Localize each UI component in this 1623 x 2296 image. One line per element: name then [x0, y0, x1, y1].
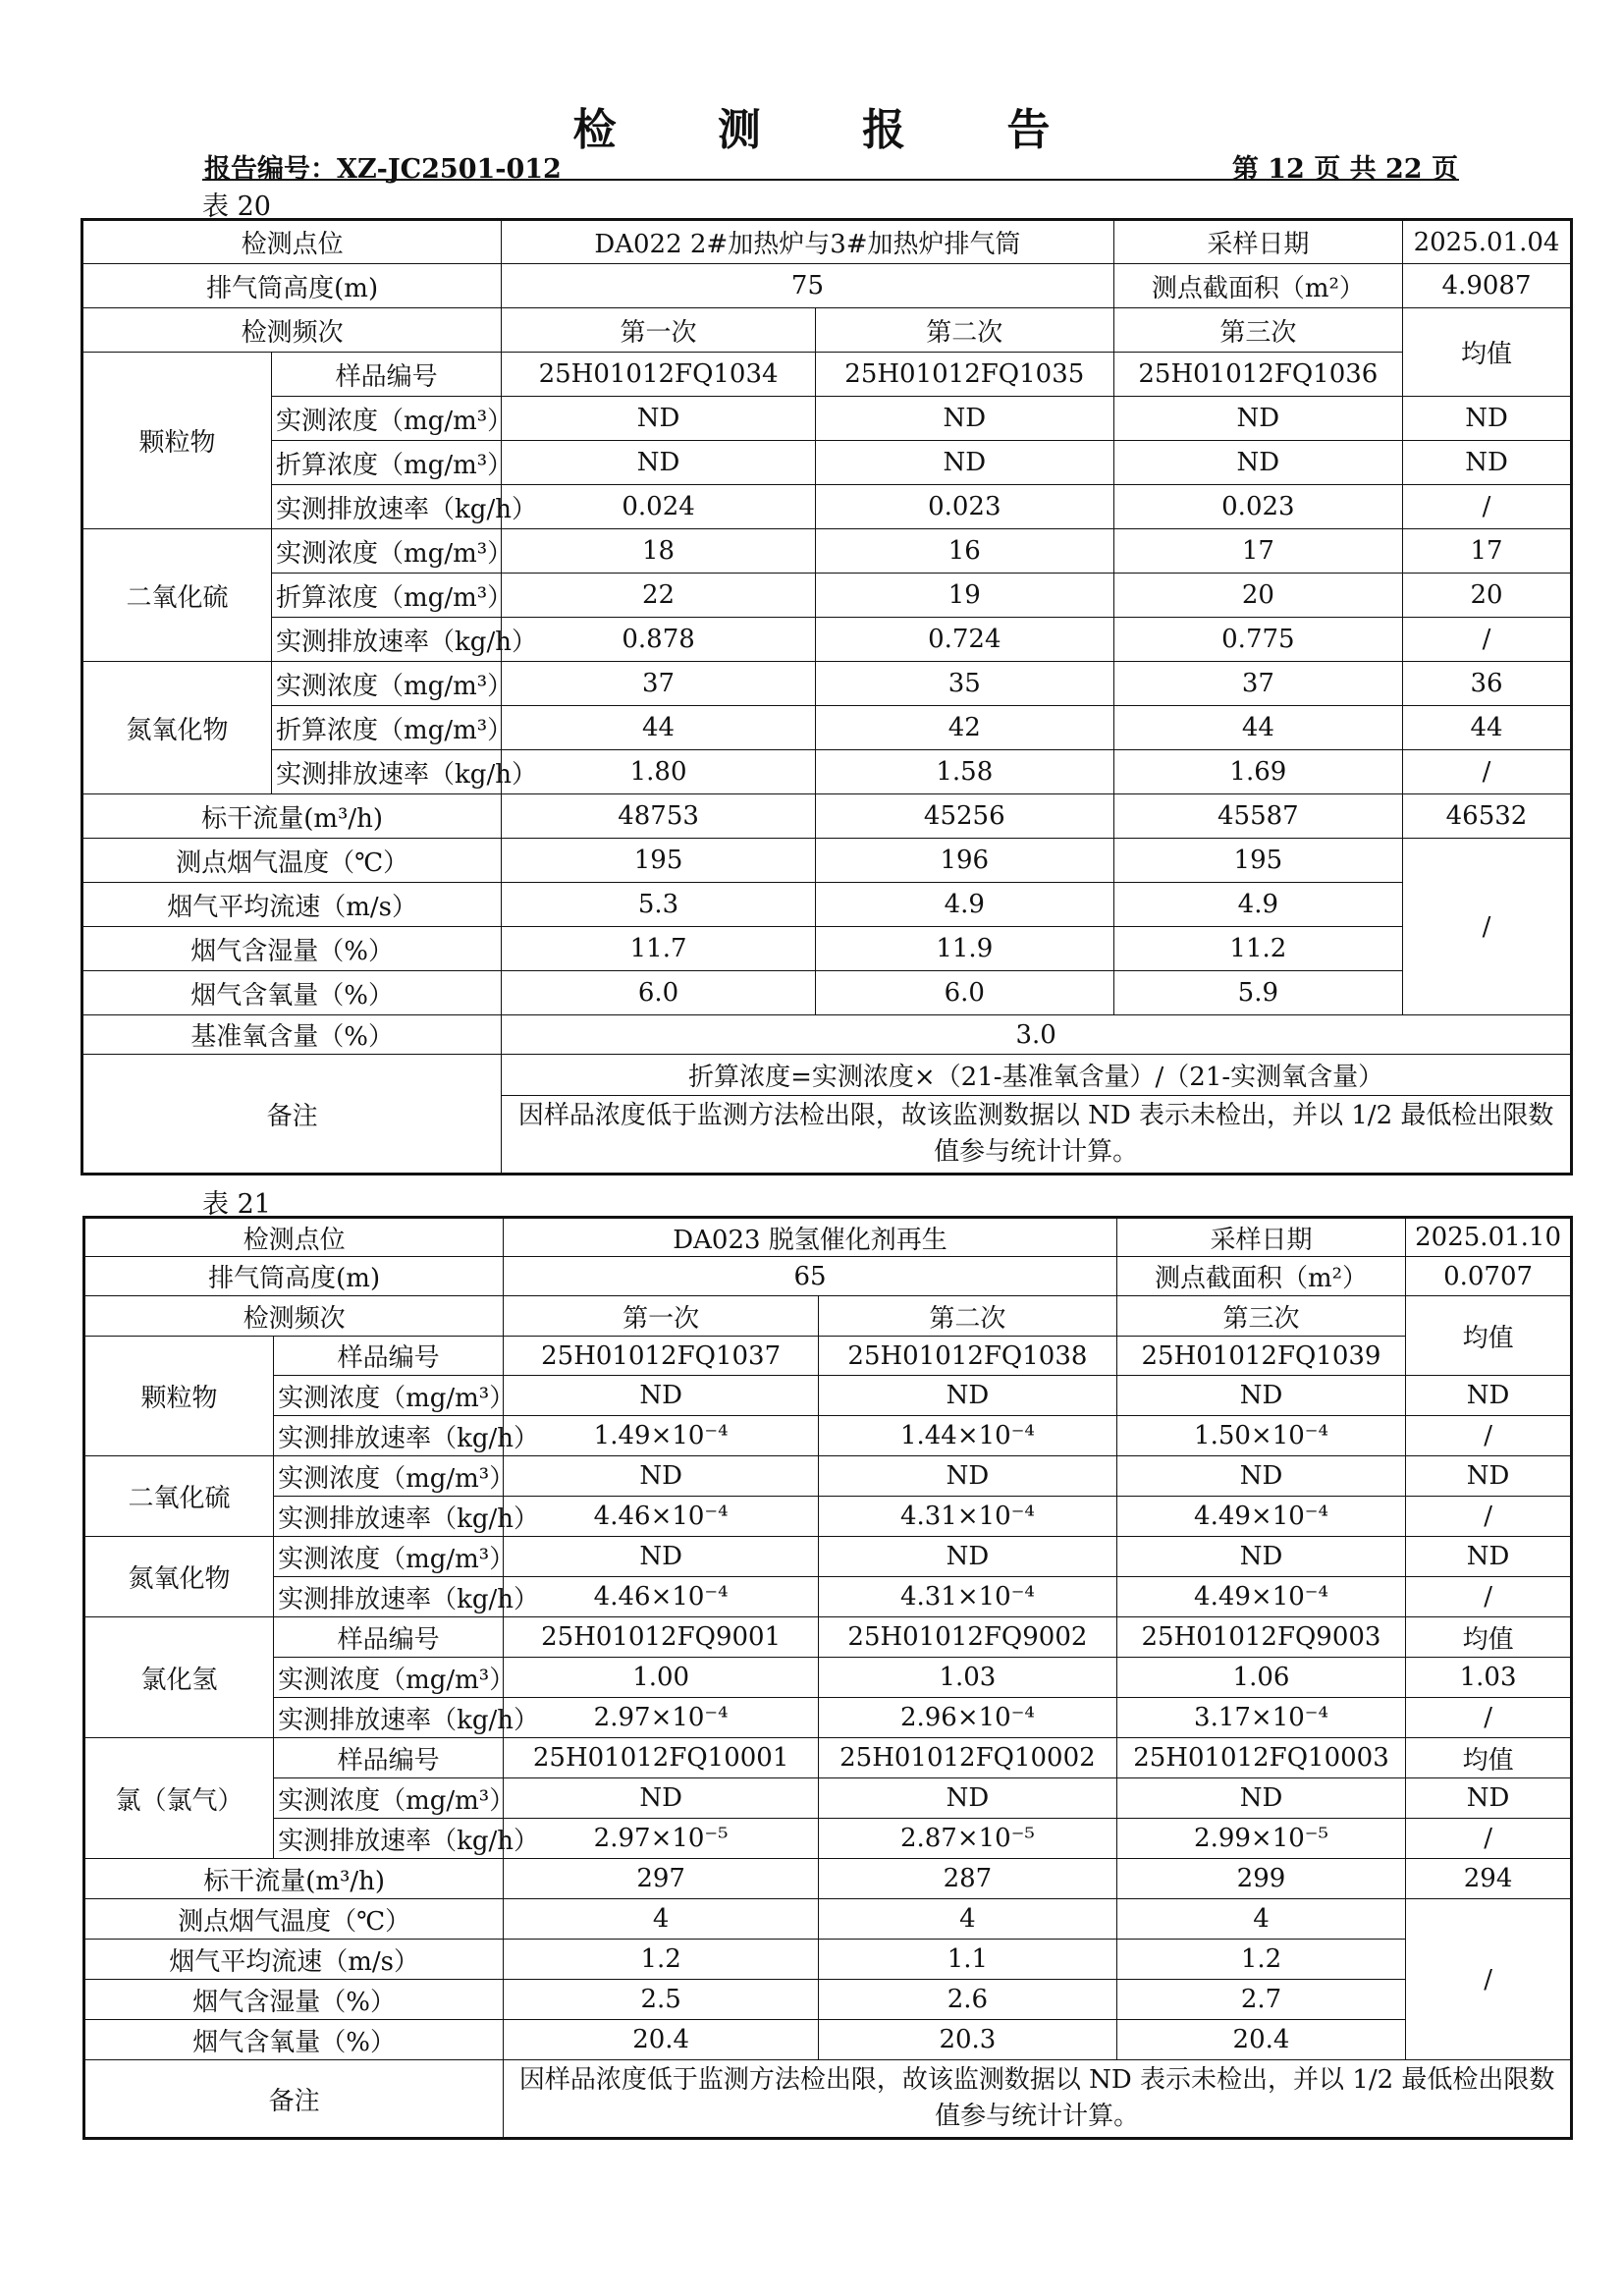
date-header: 采样日期 [1116, 1218, 1405, 1257]
table-row [84, 1980, 1572, 2020]
cell: ND [1113, 441, 1402, 485]
rate-label: 实测排放速率（kg/h） [272, 485, 502, 529]
cell: 4.31×10⁻⁴ [818, 1577, 1116, 1617]
cell: 4.49×10⁻⁴ [1116, 1497, 1405, 1537]
cell: 18 [502, 529, 816, 574]
cell: 1.58 [815, 750, 1113, 794]
table-row [84, 1577, 1572, 1617]
nox-label: 氮氧化物 [82, 662, 272, 794]
cell: ND [1113, 397, 1402, 441]
cell: 5.9 [1113, 971, 1402, 1015]
cell: 25H01012FQ10003 [1116, 1738, 1405, 1778]
cell: 2.99×10⁻⁵ [1116, 1819, 1405, 1859]
cell: 11.9 [815, 927, 1113, 971]
pm-label: 颗粒物 [84, 1337, 274, 1456]
date-value: 2025.01.10 [1406, 1218, 1572, 1257]
cell: 1.2 [1116, 1940, 1405, 1980]
converted-label: 折算浓度（mg/m³） [272, 574, 502, 618]
cell: 均值 [1406, 1738, 1572, 1778]
cell: ND [1406, 1537, 1572, 1577]
measured-label: 实测浓度（mg/m³） [274, 1456, 504, 1497]
table-row [82, 618, 1572, 662]
temp-label: 测点烟气温度（℃） [82, 839, 502, 883]
cell: 1.03 [1406, 1658, 1572, 1698]
table-row [84, 2060, 1572, 2139]
cell: 0.024 [502, 485, 816, 529]
cell: 299 [1116, 1859, 1405, 1899]
table-row [82, 1055, 1572, 1096]
base-oxygen-label: 基准氧含量（%） [82, 1015, 502, 1055]
pm-label: 颗粒物 [82, 353, 272, 529]
cell: ND [818, 1537, 1116, 1577]
cell: 25H01012FQ1034 [502, 353, 816, 397]
table-row [82, 485, 1572, 529]
cell: 1.06 [1116, 1658, 1405, 1698]
remark-formula: 折算浓度=实测浓度×（21-基准氧含量）/（21-实测氧含量） [502, 1055, 1572, 1096]
col-2-header: 第二次 [815, 308, 1113, 353]
cell: 3.17×10⁻⁴ [1116, 1698, 1405, 1738]
cell: 196 [815, 839, 1113, 883]
table-row [82, 441, 1572, 485]
rate-label: 实测排放速率（kg/h） [272, 618, 502, 662]
cell: 4.49×10⁻⁴ [1116, 1577, 1405, 1617]
table-row [84, 1337, 1572, 1376]
cell: ND [818, 1778, 1116, 1819]
rate-label: 实测排放速率（kg/h） [274, 1497, 504, 1537]
table-row [84, 1296, 1572, 1337]
cell: 17 [1113, 529, 1402, 574]
col-3-header: 第三次 [1113, 308, 1402, 353]
cell: ND [504, 1778, 819, 1819]
cell: ND [504, 1456, 819, 1497]
cell: 1.50×10⁻⁴ [1116, 1416, 1405, 1456]
cell: ND [1116, 1537, 1405, 1577]
cell: 17 [1403, 529, 1572, 574]
cell: 294 [1406, 1859, 1572, 1899]
flow-label: 标干流量(m³/h) [84, 1859, 504, 1899]
cell: ND [1406, 1456, 1572, 1497]
cell: 2.96×10⁻⁴ [818, 1698, 1116, 1738]
cell: 45256 [815, 794, 1113, 839]
cl2-label: 氯（氯气） [84, 1738, 274, 1859]
cell: 4.9 [1113, 883, 1402, 927]
height-header: 排气筒高度(m) [82, 264, 502, 308]
remark-label: 备注 [84, 2060, 504, 2139]
table-row [84, 1899, 1572, 1940]
flow-label: 标干流量(m³/h) [82, 794, 502, 839]
table-row [82, 927, 1572, 971]
rate-label: 实测排放速率（kg/h） [274, 1416, 504, 1456]
table-row [82, 353, 1572, 397]
date-value: 2025.01.04 [1403, 220, 1572, 264]
date-header: 采样日期 [1113, 220, 1402, 264]
cell: 42 [815, 706, 1113, 750]
table-21-label: 表 21 [202, 1189, 271, 1220]
cell: 均值 [1406, 1617, 1572, 1658]
cell: 35 [815, 662, 1113, 706]
cell: 48753 [502, 794, 816, 839]
cell: 19 [815, 574, 1113, 618]
cell: 1.00 [504, 1658, 819, 1698]
cell: 20 [1113, 574, 1402, 618]
col-1-header: 第一次 [502, 308, 816, 353]
table-row [82, 220, 1572, 264]
avg-header: 均值 [1406, 1296, 1572, 1376]
cell: 20.4 [504, 2020, 819, 2060]
cell: 6.0 [502, 971, 816, 1015]
base-oxygen-value: 3.0 [502, 1015, 1572, 1055]
cell: ND [1403, 397, 1572, 441]
cell: 11.7 [502, 927, 816, 971]
cell: 195 [502, 839, 816, 883]
table-row [84, 1819, 1572, 1859]
measured-label: 实测浓度（mg/m³） [272, 529, 502, 574]
cell: 1.1 [818, 1940, 1116, 1980]
point-header: 检测点位 [82, 220, 502, 264]
table-row [84, 1778, 1572, 1819]
measured-label: 实测浓度（mg/m³） [274, 1376, 504, 1416]
converted-label: 折算浓度（mg/m³） [272, 706, 502, 750]
converted-label: 折算浓度（mg/m³） [272, 441, 502, 485]
nox-label: 氮氧化物 [84, 1537, 274, 1617]
area-value: 4.9087 [1403, 264, 1572, 308]
cell: 1.80 [502, 750, 816, 794]
oxygen-label: 烟气含氧量（%） [84, 2020, 504, 2060]
cell: 4 [504, 1899, 819, 1940]
cell: 1.2 [504, 1940, 819, 1980]
cell: 25H01012FQ1037 [504, 1337, 819, 1376]
table-row [82, 264, 1572, 308]
cell: / [1406, 1899, 1572, 2060]
freq-header: 检测频次 [82, 308, 502, 353]
cell: 1.69 [1113, 750, 1402, 794]
col-3-header: 第三次 [1116, 1296, 1405, 1337]
cell: 36 [1403, 662, 1572, 706]
cell: 1.03 [818, 1658, 1116, 1698]
hcl-label: 氯化氢 [84, 1617, 274, 1738]
cell: 2.7 [1116, 1980, 1405, 2020]
table-row [84, 1257, 1572, 1296]
table-row [84, 1497, 1572, 1537]
cell: 2.97×10⁻⁴ [504, 1698, 819, 1738]
cell: 22 [502, 574, 816, 618]
cell: 1.49×10⁻⁴ [504, 1416, 819, 1456]
cell: ND [502, 441, 816, 485]
cell: 25H01012FQ1036 [1113, 353, 1402, 397]
cell: ND [1116, 1778, 1405, 1819]
cell: 287 [818, 1859, 1116, 1899]
cell: 20.3 [818, 2020, 1116, 2060]
table-row [84, 1698, 1572, 1738]
cell: 2.97×10⁻⁵ [504, 1819, 819, 1859]
cell: ND [1406, 1778, 1572, 1819]
table-row [84, 1738, 1572, 1778]
velocity-label: 烟气平均流速（m/s） [82, 883, 502, 927]
table-row [82, 397, 1572, 441]
cell: ND [504, 1537, 819, 1577]
table-row [82, 839, 1572, 883]
cell: 25H01012FQ9002 [818, 1617, 1116, 1658]
cell: 0.724 [815, 618, 1113, 662]
measured-label: 实测浓度（mg/m³） [274, 1537, 504, 1577]
remark-label: 备注 [82, 1055, 502, 1175]
cell: 2.5 [504, 1980, 819, 2020]
cell: 45587 [1113, 794, 1402, 839]
cell: 0.775 [1113, 618, 1402, 662]
cell: 4 [818, 1899, 1116, 1940]
cell: 16 [815, 529, 1113, 574]
table-row [82, 662, 1572, 706]
table-row [82, 308, 1572, 353]
cell: / [1406, 1497, 1572, 1537]
cell: 4 [1116, 1899, 1405, 1940]
cell: 37 [502, 662, 816, 706]
moisture-label: 烟气含湿量（%） [82, 927, 502, 971]
cell: / [1406, 1819, 1572, 1859]
area-header: 测点截面积（m²） [1113, 264, 1402, 308]
cell: 0.878 [502, 618, 816, 662]
cell: 4.9 [815, 883, 1113, 927]
cell: 4.46×10⁻⁴ [504, 1497, 819, 1537]
page-indicator: 第 12 页 共 22 页 [1231, 154, 1458, 185]
oxygen-label: 烟气含氧量（%） [82, 971, 502, 1015]
table-row [84, 1617, 1572, 1658]
sample-no-label: 样品编号 [272, 353, 502, 397]
table-row [82, 1015, 1572, 1055]
cell: / [1406, 1416, 1572, 1456]
measured-label: 实测浓度（mg/m³） [272, 397, 502, 441]
cell: ND [504, 1376, 819, 1416]
sample-no-label: 样品编号 [274, 1738, 504, 1778]
cell: ND [815, 397, 1113, 441]
so2-label: 二氧化硫 [82, 529, 272, 662]
measured-label: 实测浓度（mg/m³） [274, 1778, 504, 1819]
report-number: 报告编号：XZ-JC2501-012 [204, 154, 562, 185]
header-divider [202, 179, 1459, 181]
cell: / [1403, 839, 1572, 1015]
cell: ND [818, 1456, 1116, 1497]
point-value: DA023 脱氢催化剂再生 [504, 1218, 1117, 1257]
cell: 37 [1113, 662, 1402, 706]
table-row [84, 1218, 1572, 1257]
table-row [82, 971, 1572, 1015]
cell: ND [1116, 1456, 1405, 1497]
cell: / [1403, 750, 1572, 794]
cell: 44 [1113, 706, 1402, 750]
cell: 46532 [1403, 794, 1572, 839]
cell: ND [815, 441, 1113, 485]
table-row [84, 1456, 1572, 1497]
cell: 297 [504, 1859, 819, 1899]
cell: 0.023 [815, 485, 1113, 529]
cell: ND [1116, 1376, 1405, 1416]
remark-note: 因样品浓度低于监测方法检出限，故该监测数据以 ND 表示未检出，并以 1/2 最低检出限数值参与统计计算。 [502, 1096, 1572, 1175]
temp-label: 测点烟气温度（℃） [84, 1899, 504, 1940]
area-value: 0.0707 [1406, 1257, 1572, 1296]
measured-label: 实测浓度（mg/m³） [274, 1658, 504, 1698]
cell: / [1403, 485, 1572, 529]
cell: 2.6 [818, 1980, 1116, 2020]
cell: ND [1406, 1376, 1572, 1416]
table-row [82, 794, 1572, 839]
sample-no-label: 样品编号 [274, 1337, 504, 1376]
table-row [84, 1859, 1572, 1899]
avg-header: 均值 [1403, 308, 1572, 397]
cell: 20 [1403, 574, 1572, 618]
table-row [82, 883, 1572, 927]
rate-label: 实测排放速率（kg/h） [274, 1577, 504, 1617]
table-row [84, 1940, 1572, 1980]
velocity-label: 烟气平均流速（m/s） [84, 1940, 504, 1980]
cell: 6.0 [815, 971, 1113, 1015]
measured-label: 实测浓度（mg/m³） [272, 662, 502, 706]
height-header: 排气筒高度(m) [84, 1257, 504, 1296]
so2-label: 二氧化硫 [84, 1456, 274, 1537]
cell: 44 [1403, 706, 1572, 750]
table-row [84, 1416, 1572, 1456]
cell: 25H01012FQ10001 [504, 1738, 819, 1778]
remark-note: 因样品浓度低于监测方法检出限，故该监测数据以 ND 表示未检出，并以 1/2 最低检出限数值参与统计计算。 [504, 2060, 1572, 2139]
moisture-label: 烟气含湿量（%） [84, 1980, 504, 2020]
cell: 25H01012FQ9001 [504, 1617, 819, 1658]
table-21 [82, 1216, 1573, 2140]
cell: 25H01012FQ10002 [818, 1738, 1116, 1778]
cell: 5.3 [502, 883, 816, 927]
cell: / [1406, 1577, 1572, 1617]
table-row [84, 1658, 1572, 1698]
table-row [82, 750, 1572, 794]
rate-label: 实测排放速率（kg/h） [272, 750, 502, 794]
rate-label: 实测排放速率（kg/h） [274, 1698, 504, 1738]
cell: 25H01012FQ9003 [1116, 1617, 1405, 1658]
cell: / [1403, 618, 1572, 662]
col-1-header: 第一次 [504, 1296, 819, 1337]
height-value: 75 [502, 264, 1113, 308]
report-title: 检 测 报 告 [572, 105, 1094, 155]
col-2-header: 第二次 [818, 1296, 1116, 1337]
freq-header: 检测频次 [84, 1296, 504, 1337]
cell: / [1406, 1698, 1572, 1738]
rate-label: 实测排放速率（kg/h） [274, 1819, 504, 1859]
cell: ND [818, 1376, 1116, 1416]
height-value: 65 [504, 1257, 1117, 1296]
table-row [82, 574, 1572, 618]
cell: 25H01012FQ1038 [818, 1337, 1116, 1376]
table-row [84, 1376, 1572, 1416]
cell: 2.87×10⁻⁵ [818, 1819, 1116, 1859]
cell: 195 [1113, 839, 1402, 883]
cell: 4.31×10⁻⁴ [818, 1497, 1116, 1537]
point-value: DA022 2#加热炉与3#加热炉排气筒 [502, 220, 1113, 264]
table-row [84, 2020, 1572, 2060]
cell: 25H01012FQ1039 [1116, 1337, 1405, 1376]
table-row [84, 1537, 1572, 1577]
cell: 20.4 [1116, 2020, 1405, 2060]
cell: 11.2 [1113, 927, 1402, 971]
table-20 [81, 218, 1573, 1175]
area-header: 测点截面积（m²） [1116, 1257, 1405, 1296]
table-row [82, 706, 1572, 750]
table-20-label: 表 20 [202, 191, 271, 222]
point-header: 检测点位 [84, 1218, 504, 1257]
table-row [82, 529, 1572, 574]
cell: 44 [502, 706, 816, 750]
cell: 1.44×10⁻⁴ [818, 1416, 1116, 1456]
cell: ND [1403, 441, 1572, 485]
cell: 25H01012FQ1035 [815, 353, 1113, 397]
cell: 4.46×10⁻⁴ [504, 1577, 819, 1617]
sample-no-label: 样品编号 [274, 1617, 504, 1658]
cell: ND [502, 397, 816, 441]
cell: 0.023 [1113, 485, 1402, 529]
